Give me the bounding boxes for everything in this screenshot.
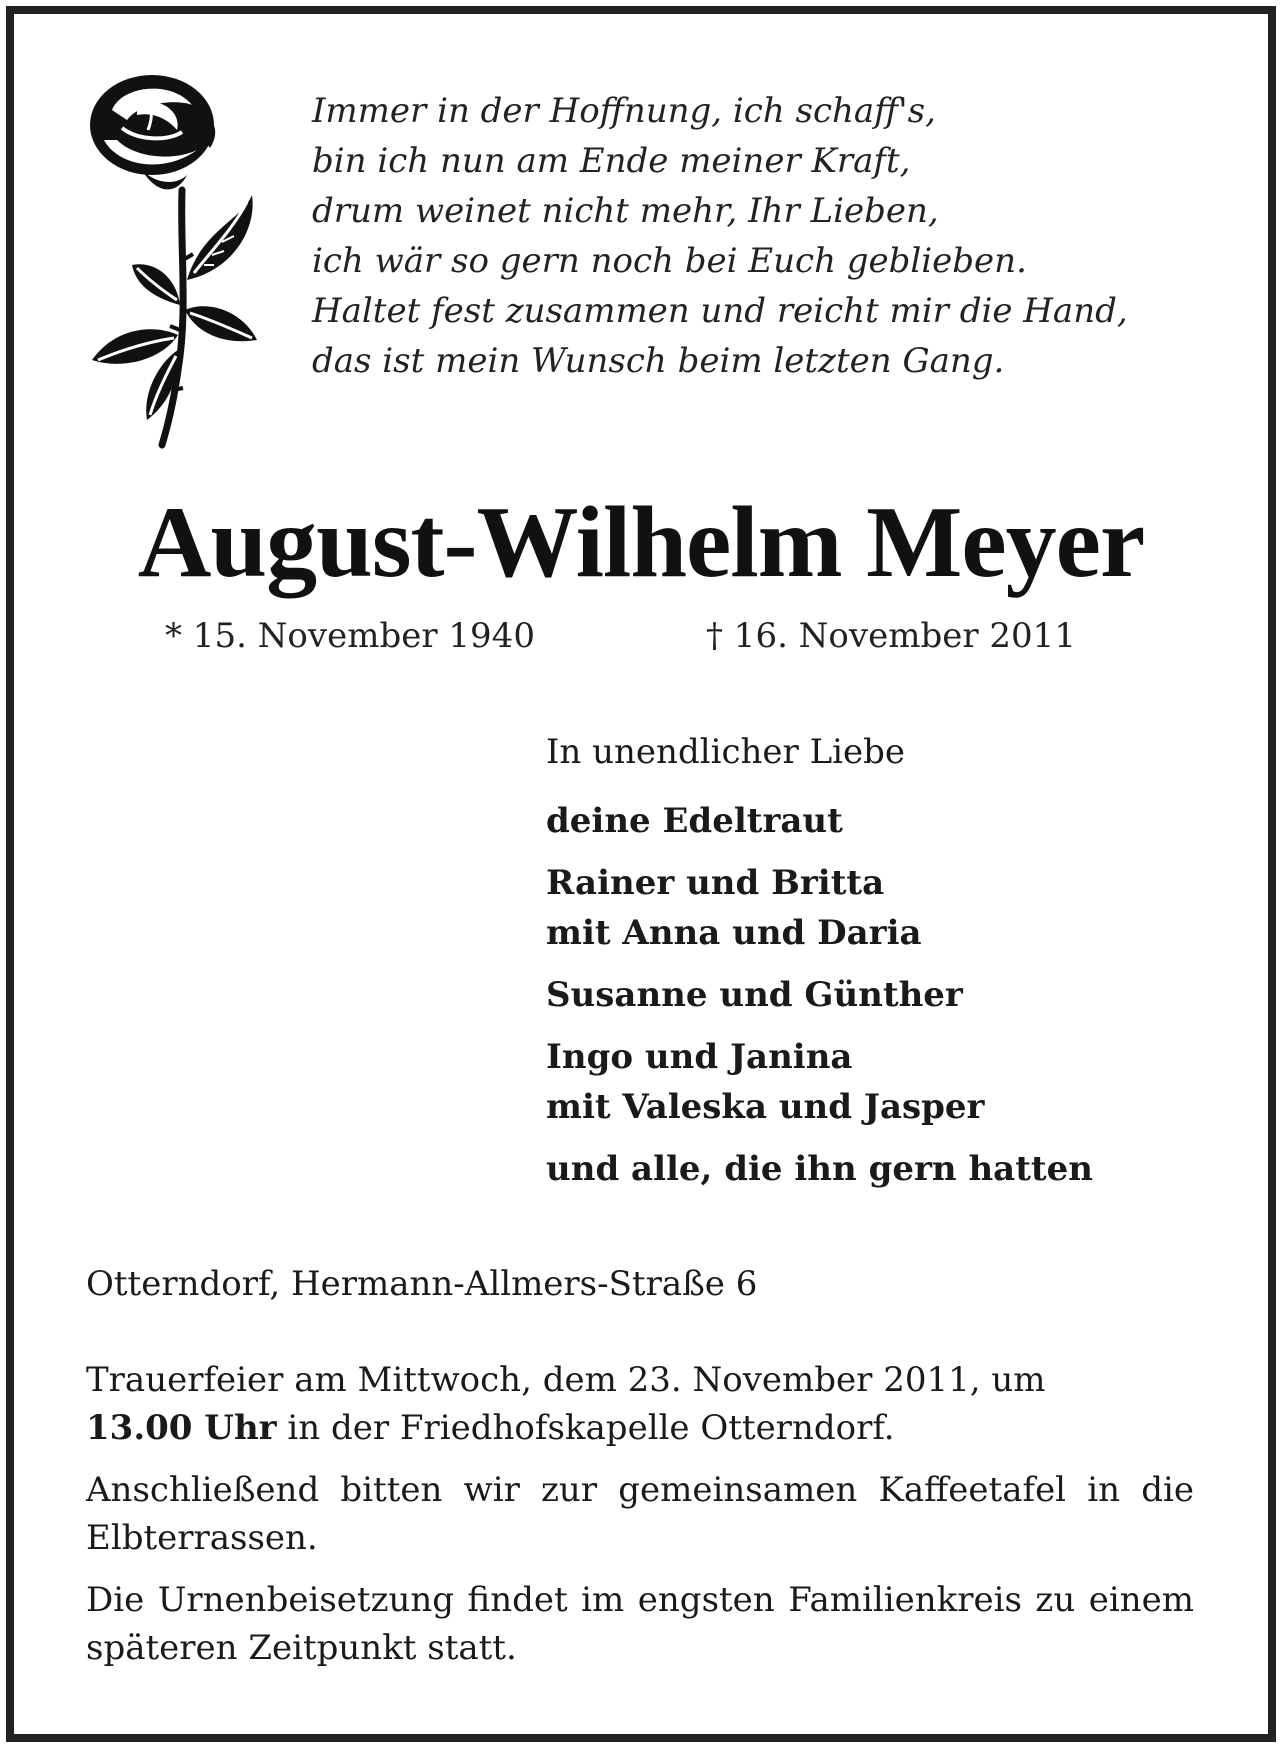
funeral-text: Trauerfeier am Mittwoch, dem 23. November 2011, um	[86, 1360, 1046, 1400]
poem-line: das ist mein Wunsch beim letzten Gang.	[312, 341, 1005, 381]
mourner-line: Ingo und Janina	[546, 1037, 853, 1077]
address: Otterndorf, Hermann-Allmers-Straße 6	[86, 1264, 758, 1304]
coffee-paragraph: Anschließend bitten wir zur gemeinsamen Kaffeetafel in die Elbterrassen.	[86, 1470, 1194, 1558]
poem-line: bin ich nun am Ende meiner Kraft,	[312, 141, 911, 181]
poem-line: Immer in der Hoffnung, ich schaff's,	[312, 91, 936, 131]
mourner-group	[546, 1032, 1226, 1132]
mourner-line: Rainer und Britta	[546, 863, 885, 903]
birth-date: * 15. November 1940	[165, 616, 535, 656]
rose-icon	[82, 70, 282, 450]
poem-line: drum weinet nicht mehr, Ihr Lieben,	[312, 191, 939, 231]
mourner-group	[546, 1144, 1226, 1194]
death-date: † 16. November 2011	[706, 616, 1076, 656]
funeral-paragraph	[86, 1356, 1194, 1452]
mourner-line: mit Anna und Daria	[546, 913, 922, 953]
mourners	[546, 730, 1226, 1206]
poem-line: ich wär so gern noch bei Euch geblieben.	[312, 241, 1027, 281]
mourner-line: Susanne und Günther	[546, 975, 963, 1015]
mourner-line: mit Valeska und Jasper	[546, 1087, 985, 1127]
funeral-notes	[86, 1356, 1194, 1686]
funeral-location: in der Friedhofskapelle Otterndorf.	[276, 1408, 895, 1448]
mourners-intro: In unendlicher Liebe	[546, 732, 906, 772]
mourner-line: deine Edeltraut	[546, 801, 843, 841]
poem	[312, 86, 1212, 386]
mourner-group	[546, 970, 1226, 1020]
mourner-group	[546, 796, 1226, 846]
poem-line: Haltet fest zusammen und reicht mir die Hand,	[312, 291, 1128, 331]
deceased-name: August-Wilhelm Meyer	[137, 486, 1145, 599]
funeral-time: 13.00 Uhr	[86, 1408, 277, 1448]
mourner-line: und alle, die ihn gern hatten	[546, 1149, 1093, 1189]
urn-paragraph: Die Urnenbeisetzung findet im engsten Familienkreis zu einem späteren Zeitpunkt statt.	[86, 1580, 1194, 1668]
mourner-group	[546, 858, 1226, 958]
